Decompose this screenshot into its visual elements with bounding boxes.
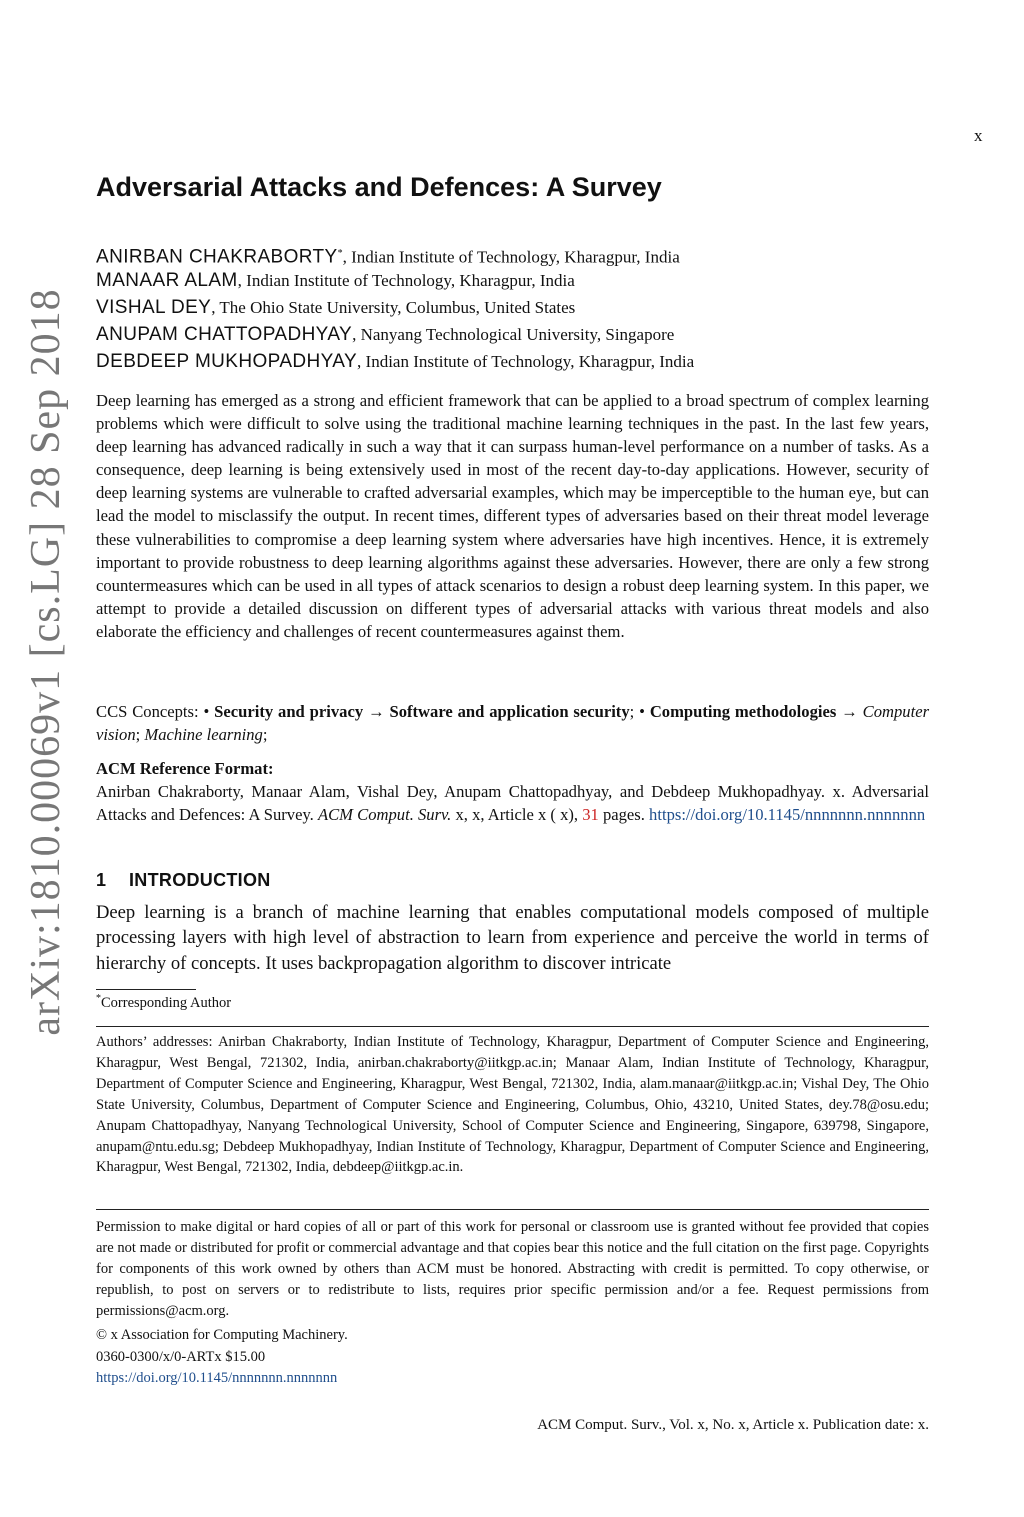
addresses-divider xyxy=(96,1026,929,1027)
acm-reference-citation xyxy=(96,780,929,826)
copyright-block xyxy=(96,1325,348,1390)
author-affiliation: , Indian Institute of Technology, Kharagpur, India xyxy=(357,352,695,371)
ccs-end: ; xyxy=(262,725,268,745)
ccs-concept: Security and privacy xyxy=(214,702,364,721)
authors-addresses: Authors’ addresses: Anirban Chakraborty, Indian Institute of Technology, Kharagpur, Department of Computer Science and Engineering, Kharagpur, West Bengal, 721302, India, anirban.chakraborty@iitkgp.ac.in; Manaar Alam, Indian Institute of Technology, Kharagpur, Department of Computer Science and Engineering, Kharagpur, West Bengal, 721302, India, alam.manaar@iitkgp.ac.in; Vishal Dey, The Ohio State University, Columbus, Department of Computer Science and Engineering, Columbus, Ohio, 43210, United States, dey.78@osu.edu; Anupam Chattopadhyay, Nanyang Technological University, School of Computer Science and Engineering, Singapore, 639798, Singapore, anupam@ntu.edu.sg; Debdeep Mukhopadhyay, Indian Institute of Technology, Kharagpur, Department of Computer Science and Engineering, Kharagpur, West Bengal, 721302, India, debdeep@iitkgp.ac.in. xyxy=(96,1034,929,1176)
copyright-line: © x Association for Computing Machinery. xyxy=(96,1327,348,1343)
section-title: INTRODUCTION xyxy=(129,870,271,890)
citation-journal: ACM Comput. Surv. xyxy=(317,805,452,825)
ccs-arrow: → xyxy=(836,702,863,721)
acm-reference-heading: ACM Reference Format: xyxy=(96,759,274,778)
page-number: x xyxy=(974,126,983,145)
author-entry xyxy=(96,294,956,321)
copyright-doi-link[interactable]: https://doi.org/10.1145/nnnnnnn.nnnnnnn xyxy=(96,1370,338,1386)
page-footer: ACM Comput. Surv., Vol. x, No. x, Article x. Publication date: x. xyxy=(537,1417,929,1433)
ccs-subconcept: Software and application security xyxy=(389,702,630,721)
author-affiliation: , The Ohio State University, Columbus, United States xyxy=(211,298,576,317)
author-name: VISHAL DEY xyxy=(96,297,212,318)
ccs-arrow: → xyxy=(363,702,390,721)
issn-price-line: 0360-0300/x/0-ARTx $15.00 xyxy=(96,1348,266,1365)
author-affiliation: , Nanyang Technological University, Singapore xyxy=(352,325,675,344)
footnote-text: Corresponding Author xyxy=(101,994,232,1011)
author-name: ANIRBAN CHAKRABORTY xyxy=(96,246,338,268)
author-affiliation: , Indian Institute of Technology, Kharagpur, India xyxy=(237,271,575,290)
author-name: MANAAR ALAM xyxy=(96,270,238,291)
author-entry xyxy=(96,267,956,294)
author-name: ANUPAM CHATTOPADHYAY xyxy=(96,324,353,345)
ccs-concept: Computing methodologies xyxy=(649,702,837,721)
citation-page-count: 31 xyxy=(582,805,599,825)
acm-reference-format xyxy=(96,757,929,826)
ccs-bullet: • xyxy=(639,702,650,721)
footnote-divider xyxy=(96,989,196,990)
corresponding-author-mark: * xyxy=(337,248,343,259)
citation-pages-suffix: pages. xyxy=(598,805,650,825)
ccs-separator: ; xyxy=(135,725,145,745)
citation-authors: Anirban Chakraborty, Manaar Alam, Vishal Dey, Anupam Chattopadhyay, and Debdeep Mukhopadhyay. x. Adversarial Attacks and Defences: A Survey. xyxy=(96,782,929,825)
author-list xyxy=(96,240,956,375)
ccs-bullet: • xyxy=(203,702,215,721)
footnote xyxy=(96,993,231,1012)
permission-divider xyxy=(96,1209,929,1210)
section-heading-introduction xyxy=(96,870,271,891)
permission-notice: Permission to make digital or hard copies of all or part of this work for personal or classroom use is granted without fee provided that copies are not made or distributed for profit or commercial advantage and that copies bear this notice and the full citation on the first page. Copyrights for components of this work owned by others than ACM must be honored. Abstracting with credit is permitted. To copy otherwise, or republish, to post on servers or to redistribute to lists, requires prior specific permission and/or a fee. Request permissions from permissions@acm.org. xyxy=(96,1219,929,1319)
paper-title: Adversarial Attacks and Defences: A Survey xyxy=(96,172,662,202)
citation-doi-link[interactable]: https://doi.org/10.1145/nnnnnnn.nnnnnnn xyxy=(649,805,926,825)
abstract: Deep learning has emerged as a strong and efficient framework that can be applied to a broad spectrum of complex learning problems which were difficult to solve using the traditional machine learning techniques in the past. In the last few years, deep learning has advanced radically in such a way that it can surpass human-level performance on a number of tasks. As a consequence, deep learning is being extensively used in most of the recent day-to-day applications. However, security of deep learning systems are vulnerable to crafted adversarial examples, which may be imperceptible to the human eye, but can lead the model to misclassify the output. In recent times, different types of adversaries based on their threat model leverage these vulnerabilities to compromise a deep learning system where adversaries have high incentives. Hence, it is extremely important to provide robustness to deep learning algorithms against these adversaries. However, there are only a few strong countermeasures which can be used in all types of attack scenarios to design a robust deep learning system. In this paper, we attempt to provide a detailed discussion on different types of adversarial attacks with various threat models and also elaborate the efficiency and challenges of recent countermeasures against them. xyxy=(96,391,929,641)
author-entry xyxy=(96,240,956,267)
arxiv-identifier-stamp: arXiv:1810.00069v1 [cs.LG] 28 Sep 2018 xyxy=(23,288,69,1036)
citation-details: x, x, Article x ( x), xyxy=(451,805,583,825)
ccs-separator: ; xyxy=(629,702,640,721)
ccs-subconcept: Machine learning xyxy=(144,725,263,745)
introduction-paragraph: Deep learning is a branch of machine learning that enables computational models composed of multiple processing layers with high level of abstraction to learn from experience and perceive the world in terms of hierarchy of concepts. It uses backpropagation algorithm to discover intricate xyxy=(96,902,929,974)
section-number: 1 xyxy=(96,870,107,890)
ccs-concepts xyxy=(96,700,929,746)
author-entry xyxy=(96,321,956,348)
ccs-subconcept: Computer vision xyxy=(96,702,930,745)
author-affiliation: , Indian Institute of Technology, Kharagpur, India xyxy=(342,247,680,267)
footnote-mark: * xyxy=(96,993,101,1004)
author-entry xyxy=(96,348,956,375)
author-name: DEBDEEP MUKHOPADHYAY xyxy=(96,351,358,372)
ccs-label: CCS Concepts: xyxy=(96,702,204,721)
